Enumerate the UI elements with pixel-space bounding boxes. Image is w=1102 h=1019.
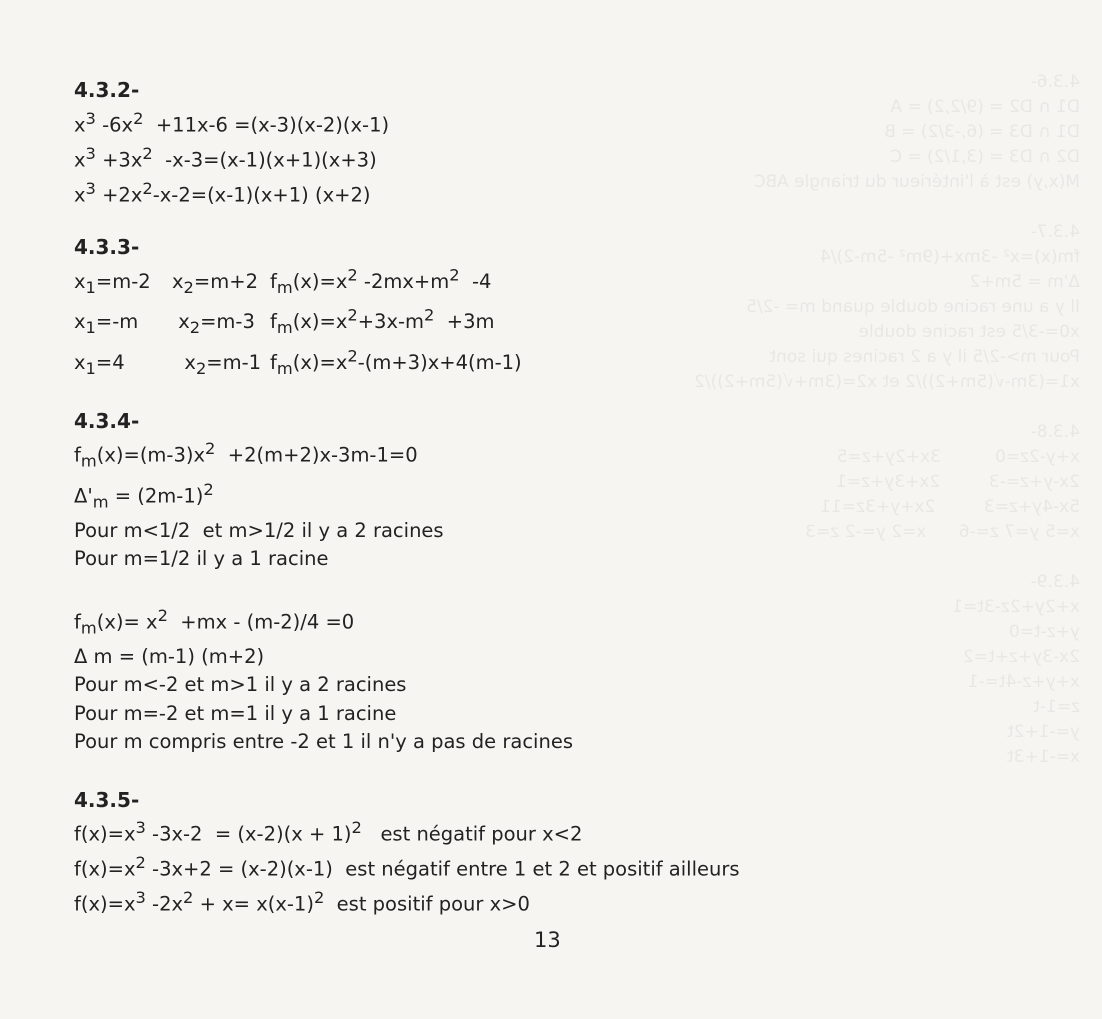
section-4-3-5 (74, 786, 1054, 920)
root-value: =m+2 (193, 269, 258, 293)
bleed-through-line: D1 ∩ D2 = (9/2,2) = A (890, 97, 1080, 117)
text-line: Pour m compris entre -2 et 1 il n'y a pas de racines (74, 730, 573, 754)
equation-line (74, 105, 1054, 140)
equation-line (74, 140, 1054, 175)
bleed-through-line: x=5 y=7 z=-6 x=2 y=-2 z=3 (805, 522, 1080, 542)
term: -2mx+m (357, 269, 450, 293)
bleed-through-line: D2 ∩ D3 = (3,1/2) = C (890, 147, 1080, 167)
page-number: 13 (534, 928, 561, 952)
exponent: 2 (135, 853, 146, 873)
term: +2(m+2)x-3m-1=0 (215, 443, 418, 467)
term: (x)= x (96, 610, 158, 634)
bleed-through-line: x+y-2z=0 3x+2y+z=5 (836, 447, 1080, 467)
text-line: Pour m=-2 et m=1 il y a 1 racine (74, 701, 397, 725)
bleed-through-line: 2x-3y+z+t=2 (962, 647, 1080, 667)
term: -3x+2 = (x-2)(x-1) est négatif entre 1 et 2 et positif ailleurs (145, 857, 740, 881)
exponent: 2 (347, 305, 358, 325)
root-value: =4 (95, 351, 125, 375)
exponent: 2 (347, 265, 358, 284)
discriminant-line: Δ m = (m-1) (m+2) (74, 644, 265, 668)
root-value: =-m (95, 310, 139, 334)
section-heading: 4.3.3- (74, 234, 140, 259)
exponent: 3 (85, 143, 96, 163)
equation-line: $f_m(x)=(m-3)x^2 +2(m+2)x-3m-1=0$ (74, 439, 418, 471)
section-4-3-3 (74, 233, 1054, 384)
bleed-through-line: fm(x)=x² -3mx+(9m² -5m-2)/4 (819, 247, 1080, 267)
term: +3x-m (357, 310, 425, 334)
page-content (74, 76, 1054, 942)
term: (x)=x (292, 269, 348, 293)
bleed-through-line: 4.3.7- (1030, 222, 1080, 242)
term: f(x)=x (74, 892, 136, 916)
section-4-3-4 (74, 407, 1054, 757)
bleed-through-line: z=1-t (1033, 697, 1080, 717)
equation-line (74, 849, 1054, 884)
function-def: $f_m(x)=x^2-(m+3)x+4(m-1)$ (270, 346, 522, 379)
bleed-through-line: x+y+z-4t=-1 (967, 672, 1080, 692)
term: +3x (95, 148, 143, 171)
term: -2x (145, 892, 184, 916)
root-value: =m-1 (206, 351, 262, 375)
exponent: 2 (351, 818, 362, 838)
bleed-through-line: M(x,y) est à l'intérieur du triangle ABC (753, 172, 1080, 192)
bleed-through-line: x=-1+3t (1007, 747, 1080, 767)
bleed-through-line: 4.3.9- (1030, 572, 1080, 592)
term: = (2m-1) (108, 484, 204, 508)
equation-line (74, 884, 1054, 919)
exponent: 2 (313, 888, 325, 908)
term: f(x)=x (74, 822, 136, 846)
equation-line (74, 175, 1054, 210)
bleed-through-line: 5x-4y+z=3 2x+y+3z=11 (820, 497, 1080, 517)
section-4-3-2 (74, 76, 1054, 210)
term: est négatif pour x<2 (361, 822, 583, 846)
bleed-through-line: D1 ∩ D3 = (6,-3/2) = B (884, 122, 1080, 142)
bleed-through-line: Pour m>-2/5 il y a 2 racines qui sont (769, 347, 1080, 367)
exponent: 2 (205, 439, 216, 459)
term: -3x-2 = (x-2)(x + 1) (145, 822, 352, 846)
function-def: $f_m(x)=x^2+3x-m^2 +3m$ (270, 305, 495, 338)
section-heading: 4.3.5- (74, 787, 140, 812)
term: -x-3=(x-1)(x+1)(x+3) (152, 148, 377, 171)
term: x (74, 183, 86, 206)
bleed-through-line: 4.3.8- (1030, 422, 1080, 442)
root-x2: $x_2=m-3$ (172, 310, 255, 338)
term: est positif pour x>0 (324, 892, 530, 916)
term: + x= x(x-1) (193, 892, 314, 916)
term: +2x (95, 183, 143, 206)
equation-line: $f_m(x)= x^2 +mx - (m-2)/4 =0$ (74, 605, 355, 638)
bleed-through-line: x1=(3m-√(5m+2))/2 et x2=(3m+√(5m+2))/2 (694, 372, 1080, 392)
exponent: 2 (133, 108, 144, 128)
root-x1: $x_1=-m$ (74, 310, 139, 338)
function-def: $f_m(x)=x^2$ $-2mx+m^2$ -4 (270, 265, 492, 297)
term: f(x)=x (74, 857, 136, 881)
term: (x)=x (292, 310, 348, 334)
text-line: Pour m<-2 et m>1 il y a 2 racines (74, 673, 407, 697)
root-x1: $x_1=m-2$ (74, 269, 151, 297)
term: -4 (459, 269, 492, 293)
discriminant-line: $\Delta'_m = (2m-1)^2$ (74, 480, 214, 512)
term: -6x (95, 113, 134, 136)
bleed-through-line: 2x-y+z=-3 2x+3y+z=1 (836, 472, 1080, 492)
term: x (74, 148, 86, 171)
exponent: 3 (85, 108, 96, 128)
term: (x)=(m-3)x (96, 443, 206, 467)
term: -x-2=(x-1)(x+1) (x+2) (152, 183, 371, 206)
exponent: 2 (347, 346, 358, 366)
term: x (74, 113, 86, 136)
term: -(m+3)x+4(m-1) (357, 351, 522, 375)
bleed-through-line: y+z-t=0 (1008, 622, 1080, 642)
root-x1: $x_1=4$ (74, 351, 125, 379)
term: +3m (434, 310, 495, 334)
root-value: =m-3 (200, 310, 255, 334)
equation-line (74, 814, 1054, 849)
root-x2: $x_2=m+2$ (172, 269, 258, 297)
root-value: =m-2 (95, 269, 151, 293)
spacer (74, 574, 1054, 602)
exponent: 2 (183, 888, 194, 908)
bleed-through-line: x+2y+2z-3t=1 (952, 597, 1080, 617)
exponent: 2 (449, 265, 460, 284)
exponent: 2 (203, 480, 214, 500)
roots-line (74, 261, 1054, 302)
bleed-through-line: x0=-3/5 est racine double (858, 322, 1080, 342)
section-heading: 4.3.2- (74, 78, 140, 102)
exponent: 3 (135, 888, 146, 908)
text-line: Pour m<1/2 et m>1/2 il y a 2 racines (74, 518, 444, 542)
exponent: 2 (424, 305, 435, 325)
exponent: 3 (135, 818, 146, 838)
roots-line (74, 302, 1054, 343)
term: +11x-6 =(x-3)(x-2)(x-1) (143, 113, 390, 136)
term: (x)=x (292, 351, 348, 375)
exponent: 2 (157, 605, 168, 625)
root-x2: $x_2=m-1$ (172, 351, 262, 379)
section-heading: 4.3.4- (74, 408, 140, 433)
bleed-through-line: Il y a une racine double quand m= -2/5 (746, 297, 1080, 317)
exponent: 2 (142, 143, 153, 163)
text-line: Pour m=1/2 il y a 1 racine (74, 547, 329, 571)
roots-line (74, 343, 1054, 384)
exponent: 3 (85, 178, 96, 198)
exponent: 2 (142, 178, 153, 198)
bleed-through-line: Δ'm = 5m+2 (969, 272, 1080, 292)
bleed-through-line: 4.3.6- (1030, 72, 1080, 92)
bleed-through-line: y=-1+2t (1007, 722, 1080, 742)
term: +mx - (m-2)/4 =0 (167, 610, 355, 634)
